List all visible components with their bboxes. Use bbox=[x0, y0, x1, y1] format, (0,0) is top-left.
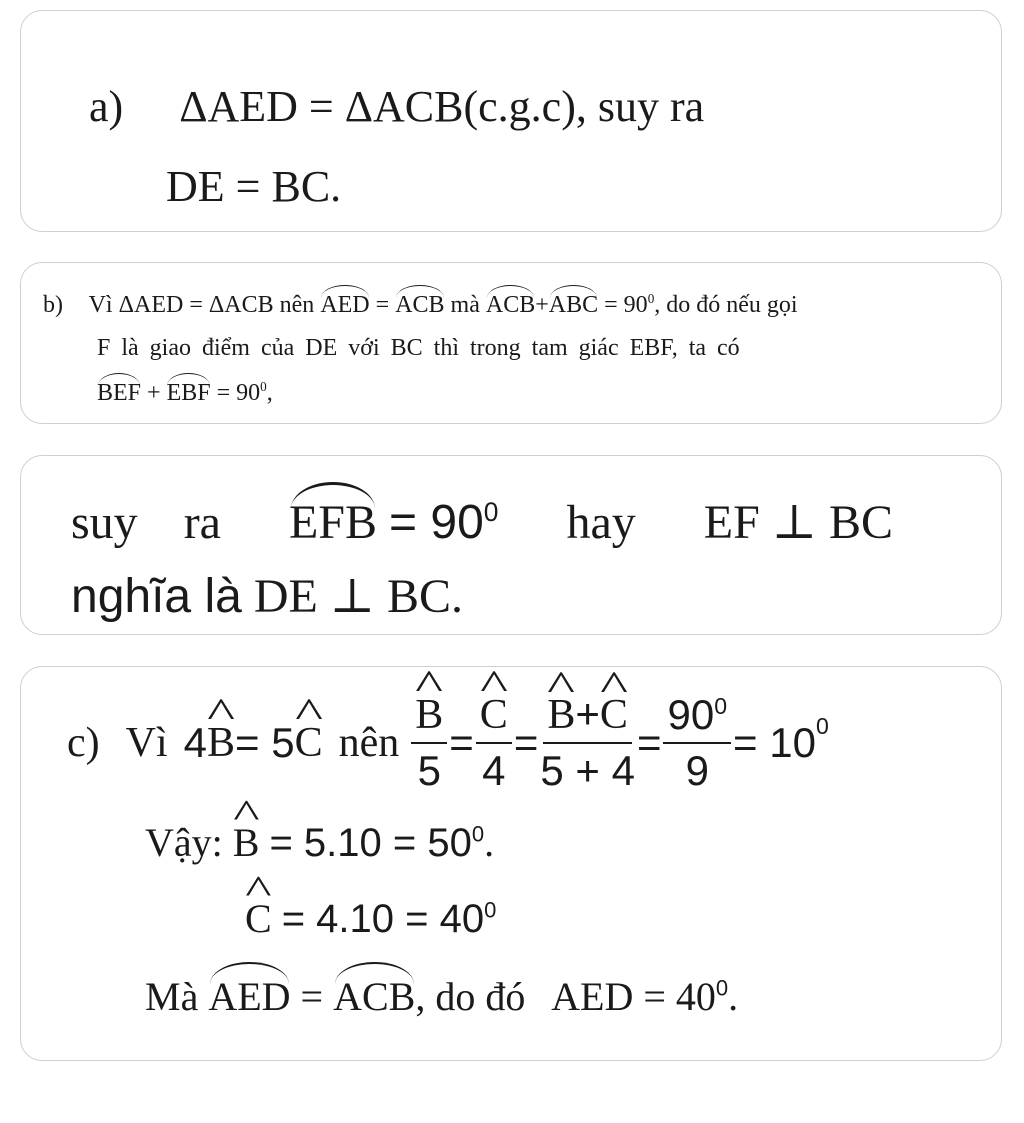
part-b-line-1: b) Vì ΔAED = ΔACB nên AED = ACB mà $ACB+ABC = 90^0$, do đó nếu gọi bbox=[43, 291, 798, 318]
angle-efb: EFB bbox=[288, 496, 378, 549]
part-c-line-1: c) Vì 4 ^ B = 5 ^ C nên ^ $\frac{B}{5}$ = ^ $\frac{C}{4}$ = ^ $\frac{B+\^{} C}{5 + 4}$ = $\frac{90^0}{9}$ = 10 $^0$ bbox=[67, 691, 829, 794]
part-a-suffix: , suy ra bbox=[575, 82, 705, 131]
fraction-b-5: ^ $\frac{B}{5}$ bbox=[411, 692, 447, 794]
part-a-label: a) bbox=[89, 82, 124, 131]
part-c-line-2: Vậy: ^ $B = 5.10 = 50^0$. bbox=[145, 819, 494, 866]
solution-card-a bbox=[20, 10, 1002, 232]
angle-ebf: EBF bbox=[166, 380, 211, 406]
angle-acb: ACB bbox=[395, 292, 445, 318]
part-b2-line-2: nghĩa là DE ⊥ BC. bbox=[71, 570, 463, 623]
angle-acb-2: ACB bbox=[485, 292, 536, 318]
angle-acb-c: ACB bbox=[333, 974, 416, 1019]
solution-card-b bbox=[20, 262, 1002, 424]
solution-card-b-continued bbox=[20, 455, 1002, 635]
part-c-line-4: Mà AED = ACB, do đó AED = $40^0$. bbox=[145, 974, 739, 1019]
solution-card-c bbox=[20, 666, 1002, 1061]
part-b2-line-1: suy ra EFB = $90^0$ hay EF ⊥ BC bbox=[71, 496, 893, 549]
fraction-c-4: ^ $\frac{C}{4}$ bbox=[476, 692, 512, 794]
angle-bef: BEF bbox=[97, 380, 142, 406]
part-b-line-3: BEF + EBF = $90^0$, bbox=[97, 379, 273, 406]
part-a-case: (c.g.c) bbox=[463, 82, 576, 131]
part-b-line-2: F là giao điểm của DE với BC thì trong tam giác EBF, ta có bbox=[97, 335, 740, 361]
part-a-equation: ΔAED = ΔACB bbox=[179, 82, 464, 131]
fraction-90-9: $\frac{90^0}{9}$ bbox=[663, 692, 731, 794]
angle-aed: AED bbox=[320, 292, 370, 318]
angle-abc: ABC bbox=[548, 292, 599, 318]
fraction-sum: ^ $\frac{B+\^{} C}{5 + 4}$ bbox=[540, 691, 635, 794]
part-a-line-1 bbox=[89, 81, 704, 132]
angle-aed-c: AED bbox=[208, 974, 291, 1019]
part-a-line-2: DE = BC. bbox=[166, 162, 342, 211]
part-c-line-3: ^ $C = 4.10 = 40^0$ bbox=[245, 895, 496, 942]
